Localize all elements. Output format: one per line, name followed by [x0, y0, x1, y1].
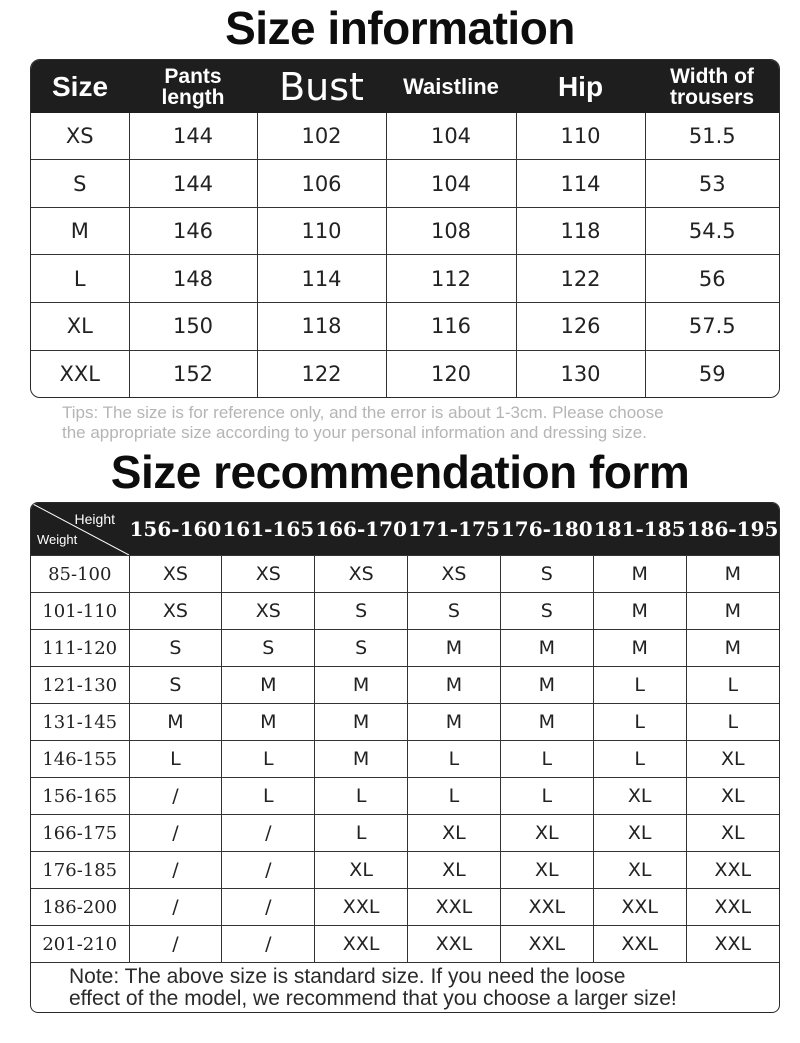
recommended-size-cell: M [500, 704, 593, 741]
size-table-cell: XL [31, 303, 129, 351]
recommended-size-cell: XXL [686, 926, 779, 963]
recommended-size-cell: M [686, 593, 779, 630]
recommended-size-cell: XL [686, 815, 779, 852]
recommended-size-cell: L [408, 778, 501, 815]
weight-range-cell: 85-100 [31, 556, 129, 593]
recommended-size-cell: M [408, 704, 501, 741]
size-table-cell: 112 [386, 255, 516, 303]
size-table-row [31, 303, 779, 351]
recommended-size-cell: XXL [500, 889, 593, 926]
recommended-size-cell: M [593, 630, 686, 667]
size-table-cell: 59 [645, 350, 779, 397]
size-table-header-row [31, 60, 779, 113]
recommended-size-cell: L [686, 704, 779, 741]
recommended-size-cell: M [315, 741, 408, 778]
size-table-cell: 148 [129, 255, 257, 303]
recommendation-row [31, 593, 779, 630]
size-information-title: Size information [225, 2, 575, 54]
weight-range-cell: 146-155 [31, 741, 129, 778]
recommended-size-cell: S [315, 630, 408, 667]
recommended-size-cell: / [129, 852, 222, 889]
note-line1: Note: The above size is standard size. If you need the loose [69, 965, 626, 988]
size-table-row [31, 160, 779, 208]
note-row [31, 963, 779, 1014]
size-table-cell: 54.5 [645, 207, 779, 255]
recommended-size-cell: M [500, 667, 593, 704]
weight-range-cell: 201-210 [31, 926, 129, 963]
recommended-size-cell: S [315, 593, 408, 630]
header-width-line1: Width of [670, 64, 754, 88]
size-table-cell: 150 [129, 303, 257, 351]
weight-range-cell: 101-110 [31, 593, 129, 630]
size-table-row [31, 255, 779, 303]
recommended-size-cell: M [129, 704, 222, 741]
recommended-size-cell: S [222, 630, 315, 667]
corner-header-cell [31, 503, 129, 556]
size-table-cell: 114 [516, 160, 645, 208]
recommended-size-cell: XXL [500, 926, 593, 963]
recommended-size-cell: M [315, 667, 408, 704]
recommended-size-cell: XL [408, 815, 501, 852]
note-line2: effect of the model, we recommend that you choose a larger size! [69, 987, 677, 1010]
recommended-size-cell: XXL [408, 889, 501, 926]
recommended-size-cell: M [686, 630, 779, 667]
size-table-cell: S [31, 160, 129, 208]
header-bust: Bust [257, 60, 386, 113]
recommendation-row [31, 889, 779, 926]
recommended-size-cell: / [222, 889, 315, 926]
size-table-cell: XXL [31, 350, 129, 397]
size-table-cell: 108 [386, 207, 516, 255]
recommended-size-cell: L [593, 667, 686, 704]
size-recommendation-title: Size recommendation form [110, 446, 690, 498]
recommended-size-cell: L [686, 667, 779, 704]
recommended-size-cell: L [315, 815, 408, 852]
height-range-header: 156-160 [129, 503, 222, 556]
size-table-cell: 120 [386, 350, 516, 397]
recommended-size-cell: M [593, 556, 686, 593]
weight-range-cell: 166-175 [31, 815, 129, 852]
recommendation-header-row [31, 503, 779, 556]
recommended-size-cell: S [500, 556, 593, 593]
size-table-cell: 102 [257, 113, 386, 160]
tips-line1: Tips: The size is for reference only, and the error is about 1-3cm. Please choose [62, 403, 664, 422]
tips-text [62, 403, 782, 443]
weight-range-cell: 111-120 [31, 630, 129, 667]
recommended-size-cell: XL [408, 852, 501, 889]
recommended-size-cell: XS [129, 556, 222, 593]
recommendation-row [31, 778, 779, 815]
recommended-size-cell: XXL [408, 926, 501, 963]
weight-range-cell: 121-130 [31, 667, 129, 704]
recommended-size-cell: XXL [686, 889, 779, 926]
recommendation-row [31, 667, 779, 704]
size-table-cell: 110 [516, 113, 645, 160]
recommended-size-cell: S [129, 630, 222, 667]
recommended-size-cell: / [129, 889, 222, 926]
height-range-header: 181-185 [593, 503, 686, 556]
recommendation-row [31, 630, 779, 667]
recommended-size-cell: XXL [315, 926, 408, 963]
recommended-size-cell: M [500, 630, 593, 667]
recommended-size-cell: XL [686, 741, 779, 778]
weight-range-cell: 131-145 [31, 704, 129, 741]
recommended-size-cell: L [222, 778, 315, 815]
size-table-row [31, 113, 779, 160]
recommended-size-cell: M [593, 593, 686, 630]
recommended-size-cell: XXL [686, 852, 779, 889]
height-range-header: 166-170 [315, 503, 408, 556]
corner-height-label: Height [74, 511, 115, 527]
recommended-size-cell: XL [593, 852, 686, 889]
recommended-size-cell: S [129, 667, 222, 704]
recommendation-row [31, 556, 779, 593]
height-range-header: 161-165 [222, 503, 315, 556]
size-table-cell: 130 [516, 350, 645, 397]
size-table-cell: 126 [516, 303, 645, 351]
recommended-size-cell: XL [315, 852, 408, 889]
size-table-cell: XS [65, 124, 94, 149]
header-width-of-trousers [645, 60, 779, 113]
recommendation-row [31, 741, 779, 778]
recommended-size-cell: XXL [593, 889, 686, 926]
size-table-cell: 110 [257, 207, 386, 255]
recommendation-row [31, 815, 779, 852]
tips-line2: the appropriate size according to your personal information and dressing size. [62, 423, 647, 442]
size-table-cell: 116 [386, 303, 516, 351]
recommended-size-cell: XL [500, 852, 593, 889]
size-table-cell: 152 [129, 350, 257, 397]
recommended-size-cell: / [129, 926, 222, 963]
recommended-size-cell: L [500, 741, 593, 778]
size-information-table [30, 59, 780, 398]
size-table-cell: M [31, 207, 129, 255]
header-waistline: Waistline [386, 60, 516, 113]
recommended-size-cell: S [500, 593, 593, 630]
recommended-size-cell: XS [222, 593, 315, 630]
recommendation-row [31, 926, 779, 963]
recommended-size-cell: M [408, 630, 501, 667]
recommended-size-cell: XL [686, 778, 779, 815]
recommended-size-cell: L [500, 778, 593, 815]
recommended-size-cell: XL [593, 778, 686, 815]
height-range-header: 171-175 [408, 503, 501, 556]
size-table-cell: 106 [257, 160, 386, 208]
recommended-size-cell: / [129, 815, 222, 852]
height-range-header: 176-180 [500, 503, 593, 556]
height-range-header: 186-195 [686, 503, 779, 556]
recommended-size-cell: XS [222, 556, 315, 593]
recommended-size-cell: / [222, 815, 315, 852]
header-size: Size [31, 60, 129, 113]
weight-range-cell: 176-185 [31, 852, 129, 889]
recommended-size-cell: XXL [315, 889, 408, 926]
recommended-size-cell: M [686, 556, 779, 593]
size-table-cell: 57.5 [645, 303, 779, 351]
recommended-size-cell: L [315, 778, 408, 815]
size-recommendation-table [30, 502, 780, 1013]
note-text [31, 963, 779, 1014]
recommended-size-cell: / [222, 926, 315, 963]
size-table-cell: 146 [129, 207, 257, 255]
recommended-size-cell: XXL [593, 926, 686, 963]
size-table-cell: 104 [386, 113, 516, 160]
recommended-size-cell: M [222, 667, 315, 704]
recommended-size-cell: XL [500, 815, 593, 852]
recommended-size-cell: XS [315, 556, 408, 593]
header-width-line2: trousers [669, 85, 755, 109]
header-pants-line2: length [161, 85, 225, 109]
recommendation-row [31, 704, 779, 741]
size-table-cell: 51.5 [645, 113, 779, 160]
header-pants-line1: Pants [164, 64, 222, 88]
size-table-cell: 122 [516, 255, 645, 303]
header-pants-length [129, 60, 257, 113]
recommended-size-cell: XS [408, 556, 501, 593]
size-table-cell: 56 [645, 255, 779, 303]
size-table-cell: 118 [257, 303, 386, 351]
size-table-cell: 104 [386, 160, 516, 208]
recommended-size-cell: / [129, 778, 222, 815]
recommended-size-cell: M [315, 704, 408, 741]
recommended-size-cell: XL [593, 815, 686, 852]
recommended-size-cell: L [593, 704, 686, 741]
size-table-cell: 144 [129, 113, 257, 160]
recommended-size-cell: M [222, 704, 315, 741]
size-table-row [31, 350, 779, 397]
recommended-size-cell: L [222, 741, 315, 778]
size-table-cell: 118 [516, 207, 645, 255]
size-table-cell: 114 [257, 255, 386, 303]
size-table-cell: 144 [129, 160, 257, 208]
size-table-cell: 122 [257, 350, 386, 397]
weight-range-cell: 186-200 [31, 889, 129, 926]
recommendation-row [31, 852, 779, 889]
header-hip: Hip [516, 60, 645, 113]
recommended-size-cell: L [593, 741, 686, 778]
recommended-size-cell: / [222, 852, 315, 889]
size-table-cell: 53 [645, 160, 779, 208]
corner-weight-label: Weight [37, 532, 78, 547]
recommended-size-cell: S [408, 593, 501, 630]
size-table-row [31, 207, 779, 255]
recommended-size-cell: L [408, 741, 501, 778]
recommended-size-cell: L [129, 741, 222, 778]
size-table-cell: L [31, 255, 129, 303]
weight-range-cell: 156-165 [31, 778, 129, 815]
recommended-size-cell: XS [129, 593, 222, 630]
recommended-size-cell: M [408, 667, 501, 704]
